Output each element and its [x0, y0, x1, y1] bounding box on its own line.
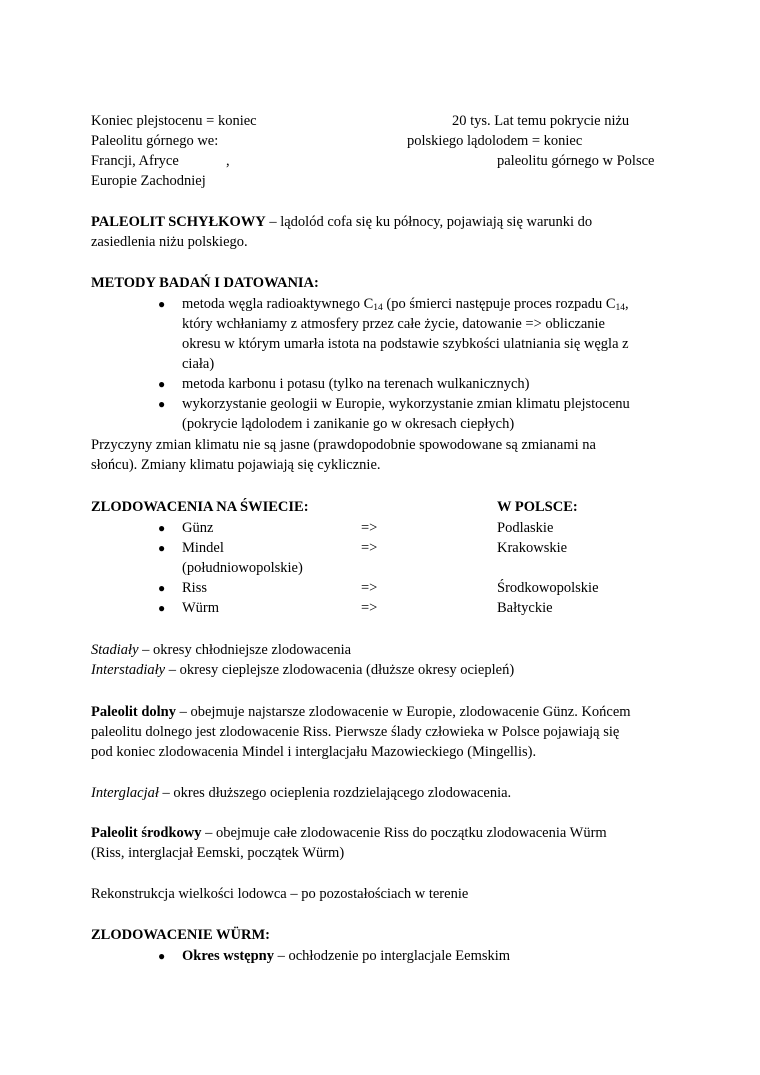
bullet-icon: ● [158, 397, 166, 411]
glaciation-world-mindel: Mindel [182, 540, 224, 556]
def-interglacjal [91, 783, 511, 803]
c14-subscript: 14 [373, 303, 383, 313]
metody-item-2: metoda karbonu i potasu (tylko na terenach wulkanicznych) [182, 376, 530, 392]
bullet-icon: ● [158, 601, 166, 615]
header-comma: , [226, 153, 230, 169]
glaciation-world-gunz: Günz [182, 520, 214, 536]
wurm-item-term: Okres wstępny [182, 948, 274, 964]
dolny-line-3: pod koniec zlodowacenia Mindel i interglacjału Mazowieckiego (Mingellis). [91, 744, 537, 760]
header-right-line-3: paleolitu górnego w Polsce [497, 153, 655, 169]
srodkowy-text: – obejmuje całe zlodowacenie Riss do początku zlodowacenia Würm [201, 825, 607, 841]
metody-item-1-line-2: który wchłaniamy z atmosfery przez całe życie, datowanie => obliczanie [182, 316, 605, 332]
schylkowy-text: – lądolód cofa się ku północy, pojawiają się warunki do [265, 214, 593, 230]
metody-heading: METODY BADAŃ I DATOWANIA: [91, 275, 319, 291]
dolny-term: Paleolit dolny [91, 704, 176, 720]
dolny-line-2: paleolitu dolnego jest zlodowacenie Riss. Pierwsze ślady człowieka w Polsce pojawiają się [91, 724, 620, 740]
bullet-icon: ● [158, 541, 166, 555]
metody-item-1-text-c: , [625, 296, 629, 312]
glaciation-arrow: => [361, 600, 378, 616]
glaciation-world-riss: Riss [182, 580, 207, 596]
metody-note-line-2: słońcu). Zmiany klimatu pojawiają się cyklicznie. [91, 457, 381, 473]
interglacjal-term: Interglacjał [91, 785, 159, 801]
bullet-icon: ● [158, 949, 166, 963]
stadialy-text: – okresy chłodniejsze zlodowacenia [138, 642, 352, 658]
metody-item-3-line-2: (pokrycie lądolodem i zanikanie go w okresach ciepłych) [182, 416, 515, 432]
metody-item-1-line-4: ciała) [182, 356, 215, 372]
zlodowacenia-world-heading: ZLODOWACENIA NA ŚWIECIE: [91, 499, 309, 515]
metody-item-3-line-1: wykorzystanie geologii w Europie, wykorzystanie zmian klimatu plejstocenu [182, 396, 630, 412]
glaciation-arrow: => [361, 580, 378, 596]
metody-item-1-line-3: okresu w którym umarła istota na podstawie szybkości ulatniania się węgla z [182, 336, 629, 352]
rekonstrukcja-line: Rekonstrukcja wielkości lodowca – po pozostałościach w terenie [91, 886, 469, 902]
metody-item-1-text-a: metoda węgla radioaktywnego C [182, 296, 374, 312]
header-right-line-2: polskiego lądolodem = koniec [407, 133, 583, 149]
header-left-line-1: Koniec plejstocenu = koniec [91, 113, 257, 129]
glaciation-pl-srodkowopolskie: Środkowopolskie [497, 580, 599, 596]
glaciation-pl-krakowskie: Krakowskie [497, 540, 568, 556]
srodkowy-line-1 [91, 823, 607, 843]
dolny-text: – obejmuje najstarsze zlodowacenie w Europie, zlodowacenie Günz. Końcem [176, 704, 631, 720]
metody-note-line-1: Przyczyny zmian klimatu nie są jasne (prawdopodobnie spowodowane są zmianami na [91, 437, 596, 453]
wurm-heading: ZLODOWACENIE WÜRM: [91, 927, 270, 943]
bullet-icon: ● [158, 581, 166, 595]
interglacjal-text: – okres dłuższego ocieplenia rozdzielającego zlodowacenia. [158, 785, 512, 801]
glaciation-arrow: => [361, 520, 378, 536]
glaciation-pl-podlaskie: Podlaskie [497, 520, 554, 536]
metody-item-1-line-1 [182, 294, 629, 314]
bullet-icon: ● [158, 297, 166, 311]
srodkowy-line-2: (Riss, interglacjał Eemski, początek Würm) [91, 845, 345, 861]
def-stadialy [91, 640, 351, 660]
dolny-line-1 [91, 702, 631, 722]
zlodowacenia-pl-heading: W POLSCE: [497, 499, 578, 515]
schylkowy-line-1 [91, 212, 592, 232]
bullet-icon: ● [158, 377, 166, 391]
c14-subscript: 14 [615, 303, 625, 313]
header-right-line-1: 20 tys. Lat temu pokrycie niżu [452, 113, 630, 129]
glaciation-arrow: => [361, 540, 378, 556]
glaciation-world-wurm: Würm [182, 600, 220, 616]
schylkowy-line-2: zasiedlenia niżu polskiego. [91, 234, 248, 250]
wurm-item-text: – ochłodzenie po interglacjale Eemskim [273, 948, 511, 964]
header-left-line-4: Europie Zachodniej [91, 173, 206, 189]
bullet-icon: ● [158, 521, 166, 535]
header-left-line-3: Francji, Afryce [91, 153, 179, 169]
header-left-line-2: Paleolitu górnego we: [91, 133, 219, 149]
metody-item-1-text-b: (po śmierci następuje proces rozpadu C [382, 296, 616, 312]
interstadialy-text: – okresy cieplejsze zlodowacenia (dłuższe okresy ociepleń) [165, 662, 515, 678]
wurm-item-1 [182, 946, 510, 966]
stadialy-term: Stadiały [91, 642, 139, 658]
glaciation-pl-baltyckie: Bałtyckie [497, 600, 553, 616]
schylkowy-term: PALEOLIT SCHYŁKOWY [91, 214, 266, 230]
srodkowy-term: Paleolit środkowy [91, 825, 202, 841]
def-interstadialy [91, 660, 514, 680]
interstadialy-term: Interstadiały [91, 662, 166, 678]
glaciation-extra: (południowopolskie) [182, 560, 303, 576]
